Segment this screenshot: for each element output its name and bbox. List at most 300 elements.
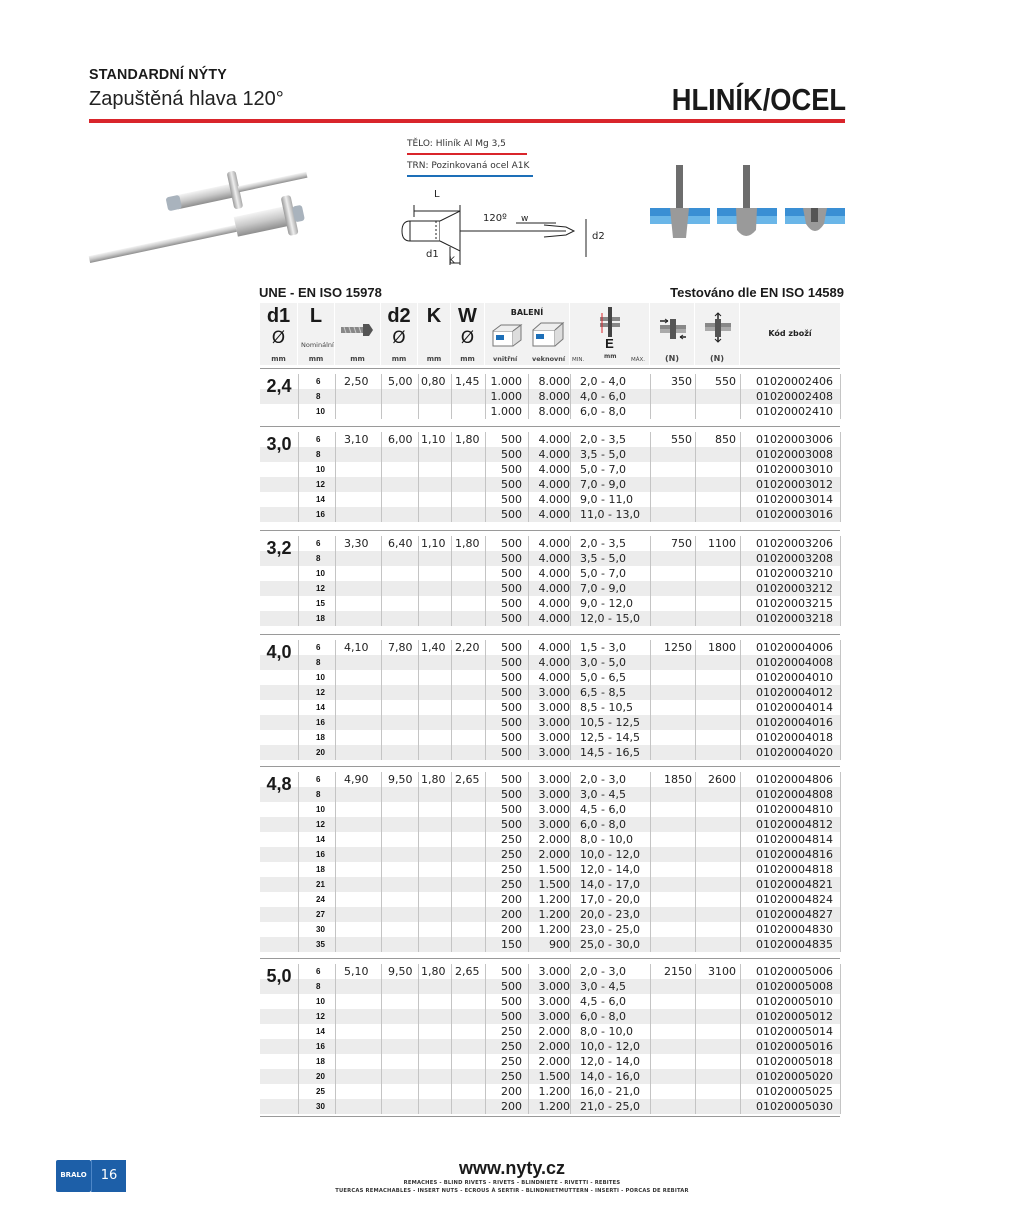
length-cell: 20 (316, 748, 325, 757)
inner-pack-cell: 500 (501, 818, 522, 831)
grip-range-cell: 3,0 - 5,0 (580, 656, 626, 669)
head-diameter-cell: 6,40 (388, 537, 413, 550)
length-cell: 10 (316, 407, 325, 416)
length-cell: 25 (316, 1087, 325, 1096)
material-title: HLINÍK/OCEL (671, 82, 846, 117)
inner-pack-cell: 500 (501, 463, 522, 476)
outer-pack-cell: 1.200 (538, 908, 570, 921)
length-cell: 10 (316, 997, 325, 1006)
inner-pack-cell: 1.000 (490, 405, 522, 418)
diameter-group (260, 772, 840, 952)
table-row (260, 1069, 840, 1084)
outer-pack-cell: 1.500 (538, 878, 570, 891)
table-row (260, 596, 840, 611)
grip-range-icon (598, 305, 622, 339)
table-row (260, 374, 840, 389)
inner-pack-cell: 250 (501, 1055, 522, 1068)
product-code-cell: 01020005012 (756, 1010, 833, 1023)
product-code-cell: 01020003215 (756, 597, 833, 610)
product-code-cell: 01020003208 (756, 552, 833, 565)
grip-range-cell: 3,0 - 4,5 (580, 980, 626, 993)
inner-pack-cell: 500 (501, 493, 522, 506)
grip-range-cell: 4,5 - 6,0 (580, 995, 626, 1008)
d2-cell: 4,10 (344, 641, 369, 654)
grip-range-cell: 17,0 - 20,0 (580, 893, 640, 906)
outer-pack-cell: 3.000 (538, 965, 570, 978)
column-divider (451, 536, 452, 626)
column-divider (695, 374, 696, 419)
table-row (260, 832, 840, 847)
d2-cell: 2,50 (344, 375, 369, 388)
product-code-cell: 01020004008 (756, 656, 833, 669)
standard-label: UNE - EN ISO 15978 (259, 285, 382, 300)
grip-range-cell: 12,0 - 14,0 (580, 1055, 640, 1068)
head-diameter-cell: 7,80 (388, 641, 413, 654)
outer-pack-cell: 1.200 (538, 1100, 570, 1113)
length-cell: 6 (316, 377, 321, 386)
column-divider (528, 964, 529, 1114)
column-divider (528, 536, 529, 626)
grip-range-cell: 12,0 - 14,0 (580, 863, 640, 876)
inner-pack-cell: 500 (501, 965, 522, 978)
inner-pack-cell: 500 (501, 433, 522, 446)
w-cell: 2,65 (455, 773, 480, 786)
outer-pack-cell: 4.000 (538, 493, 570, 506)
group-separator (260, 766, 840, 767)
outer-pack-cell: 8.000 (538, 405, 570, 418)
body-spec-rule (407, 153, 527, 155)
grip-range-cell: 6,5 - 8,5 (580, 686, 626, 699)
length-cell: 18 (316, 865, 325, 874)
product-code-cell: 01020004824 (756, 893, 833, 906)
w-cell: 1,45 (455, 375, 480, 388)
inner-pack-cell: 500 (501, 448, 522, 461)
table-row (260, 700, 840, 715)
tensile-cell: 1100 (708, 537, 736, 550)
column-divider (335, 964, 336, 1114)
column-divider (528, 640, 529, 760)
table-row (260, 477, 840, 492)
grip-range-cell: 5,0 - 6,5 (580, 671, 626, 684)
column-divider (740, 772, 741, 952)
grip-range-cell: 4,5 - 6,0 (580, 803, 626, 816)
outer-pack-cell: 4.000 (538, 552, 570, 565)
column-divider (485, 374, 486, 419)
table-row (260, 787, 840, 802)
product-code-cell: 01020004014 (756, 701, 833, 714)
length-cell: 18 (316, 1057, 325, 1066)
grip-range-cell: 5,0 - 7,0 (580, 463, 626, 476)
outer-pack-cell: 3.000 (538, 1010, 570, 1023)
tensile-cell: 2600 (708, 773, 736, 786)
grip-range-cell: 9,0 - 12,0 (580, 597, 633, 610)
grip-range-cell: 12,0 - 15,0 (580, 612, 640, 625)
outer-pack-cell: 2.000 (538, 848, 570, 861)
table-row (260, 462, 840, 477)
length-cell: 16 (316, 1042, 325, 1051)
table-row (260, 979, 840, 994)
inner-pack-cell: 500 (501, 537, 522, 550)
grip-range-cell: 14,5 - 16,5 (580, 746, 640, 759)
grip-range-cell: 16,0 - 21,0 (580, 1085, 640, 1098)
table-row (260, 581, 840, 596)
rivet-icon (341, 323, 375, 337)
product-code-cell: 01020004806 (756, 773, 833, 786)
grip-range-cell: 2,0 - 3,5 (580, 537, 626, 550)
column-divider (695, 536, 696, 626)
length-cell: 6 (316, 539, 321, 548)
length-cell: 12 (316, 820, 325, 829)
table-row (260, 715, 840, 730)
product-code-cell: 01020004016 (756, 716, 833, 729)
length-cell: 18 (316, 614, 325, 623)
inner-pack-cell: 250 (501, 1040, 522, 1053)
shear-test-icon (658, 315, 688, 343)
product-code-cell: 01020004814 (756, 833, 833, 846)
column-divider (418, 432, 419, 522)
length-cell: 6 (316, 775, 321, 784)
column-divider (335, 432, 336, 522)
column-divider (740, 432, 741, 522)
length-cell: 30 (316, 1102, 325, 1111)
column-divider (570, 772, 571, 952)
outer-pack-cell: 3.000 (538, 995, 570, 1008)
column-divider (418, 374, 419, 419)
column-divider (570, 640, 571, 760)
product-code-cell: 01020005025 (756, 1085, 833, 1098)
column-divider (418, 772, 419, 952)
outer-pack-cell: 3.000 (538, 701, 570, 714)
grip-range-cell: 21,0 - 25,0 (580, 1100, 640, 1113)
table-row (260, 877, 840, 892)
shear-cell: 550 (671, 433, 692, 446)
outer-pack-cell: 1.500 (538, 863, 570, 876)
inner-pack-cell: 500 (501, 478, 522, 491)
length-cell: 10 (316, 805, 325, 814)
inner-pack-cell: 150 (501, 938, 522, 951)
table-row (260, 892, 840, 907)
grip-range-cell: 2,0 - 3,0 (580, 773, 626, 786)
k-cell: 0,80 (421, 375, 446, 388)
table-row (260, 745, 840, 760)
product-code-cell: 01020005010 (756, 995, 833, 1008)
outer-pack-cell: 8.000 (538, 375, 570, 388)
length-cell: 30 (316, 925, 325, 934)
d1-cell: 3,2 (266, 538, 292, 558)
product-code-cell: 01020004012 (756, 686, 833, 699)
grip-range-cell: 14,0 - 16,0 (580, 1070, 640, 1083)
grip-range-cell: 5,0 - 7,0 (580, 567, 626, 580)
group-separator (260, 530, 840, 531)
grip-range-cell: 4,0 - 6,0 (580, 390, 626, 403)
column-divider (695, 964, 696, 1114)
outer-pack-cell: 4.000 (538, 612, 570, 625)
grip-range-cell: 14,0 - 17,0 (580, 878, 640, 891)
mandrel-spec-rule (407, 175, 533, 177)
product-code-cell: 01020004810 (756, 803, 833, 816)
outer-pack-cell: 3.000 (538, 818, 570, 831)
product-code-cell: 01020004818 (756, 863, 833, 876)
column-divider (335, 640, 336, 760)
column-divider (298, 536, 299, 626)
product-code-cell: 01020004808 (756, 788, 833, 801)
tensile-cell: 1800 (708, 641, 736, 654)
footer-products-line-1: REMACHES - BLIND RIVETS - RIVETS - BLINDNIETE - RIVETTI - REBITES (403, 1180, 621, 1186)
grip-range-cell: 2,0 - 3,5 (580, 433, 626, 446)
inner-pack-cell: 200 (501, 908, 522, 921)
header-packaging: BALENÍ vnitřní veknovní (485, 303, 570, 365)
grip-range-cell: 23,0 - 25,0 (580, 923, 640, 936)
w-cell: 1,80 (455, 433, 480, 446)
d1-cell: 2,4 (266, 376, 292, 396)
length-cell: 10 (316, 673, 325, 682)
head-diameter-cell: 6,00 (388, 433, 413, 446)
grip-range-cell: 1,5 - 3,0 (580, 641, 626, 654)
inner-pack-cell: 500 (501, 612, 522, 625)
d1-cell: 4,0 (266, 642, 292, 662)
inner-pack-cell: 500 (501, 803, 522, 816)
d2-cell: 4,90 (344, 773, 369, 786)
inner-pack-cell: 1.000 (490, 390, 522, 403)
column-divider (451, 374, 452, 419)
table-row (260, 922, 840, 937)
table-row (260, 432, 840, 447)
table-row (260, 536, 840, 551)
table-row (260, 1084, 840, 1099)
grip-range-cell: 20,0 - 23,0 (580, 908, 640, 921)
length-cell: 35 (316, 940, 325, 949)
length-cell: 12 (316, 480, 325, 489)
diameter-group (260, 432, 840, 522)
tensile-cell: 850 (715, 433, 736, 446)
column-divider (695, 432, 696, 522)
table-row (260, 847, 840, 862)
inner-pack-cell: 500 (501, 716, 522, 729)
length-cell: 15 (316, 599, 325, 608)
outer-pack-cell: 900 (549, 938, 570, 951)
rivet-section-views (650, 160, 845, 260)
d2-cell: 3,10 (344, 433, 369, 446)
outer-pack-cell: 4.000 (538, 478, 570, 491)
d1-cell: 5,0 (266, 966, 292, 986)
length-cell: 8 (316, 554, 321, 563)
column-divider (695, 772, 696, 952)
header-rivet-image: mm (335, 303, 381, 365)
length-cell: 12 (316, 688, 325, 697)
product-code-cell: 01020005030 (756, 1100, 833, 1113)
grip-range-cell: 6,0 - 8,0 (580, 818, 626, 831)
length-cell: 8 (316, 392, 321, 401)
grip-range-cell: 2,0 - 4,0 (580, 375, 626, 388)
length-cell: 8 (316, 790, 321, 799)
length-cell: 18 (316, 733, 325, 742)
column-divider (451, 640, 452, 760)
table-row (260, 640, 840, 655)
inner-pack-cell: 500 (501, 656, 522, 669)
product-code-cell: 01020005020 (756, 1070, 833, 1083)
column-divider (485, 640, 486, 760)
k-cell: 1,40 (421, 641, 446, 654)
product-code-cell: 01020002408 (756, 390, 833, 403)
rivet-dimension-drawing (396, 183, 616, 273)
product-code-cell: 01020003006 (756, 433, 833, 446)
diameter-group (260, 964, 840, 1114)
length-cell: 24 (316, 895, 325, 904)
grip-range-cell: 8,0 - 10,0 (580, 1025, 633, 1038)
length-cell: 20 (316, 1072, 325, 1081)
table-row (260, 772, 840, 787)
outer-pack-cell: 1.500 (538, 1070, 570, 1083)
table-row (260, 447, 840, 462)
column-divider (528, 772, 529, 952)
product-code-cell: 01020004020 (756, 746, 833, 759)
table-row (260, 937, 840, 952)
product-code-cell: 01020003210 (756, 567, 833, 580)
product-code-cell: 01020004830 (756, 923, 833, 936)
table-row (260, 1024, 840, 1039)
product-code-cell: 01020003206 (756, 537, 833, 550)
table-row (260, 994, 840, 1009)
grip-range-cell: 7,0 - 9,0 (580, 478, 626, 491)
body-material-spec: TĚLO: Hliník Al Mg 3,5 (407, 139, 506, 149)
table-row (260, 1099, 840, 1114)
inner-pack-cell: 500 (501, 1010, 522, 1023)
column-divider (695, 640, 696, 760)
product-code-cell: 01020003008 (756, 448, 833, 461)
outer-pack-cell: 2.000 (538, 1055, 570, 1068)
grip-range-cell: 3,5 - 5,0 (580, 448, 626, 461)
grip-range-cell: 8,0 - 10,0 (580, 833, 633, 846)
outer-pack-cell: 4.000 (538, 508, 570, 521)
column-divider (528, 432, 529, 522)
length-cell: 21 (316, 880, 325, 889)
length-cell: 14 (316, 1027, 325, 1036)
outer-pack-cell: 3.000 (538, 731, 570, 744)
column-divider (485, 536, 486, 626)
outer-pack-cell: 1.200 (538, 1085, 570, 1098)
header-l: L Nominální mm (298, 303, 335, 365)
drawing-label-l: L (434, 189, 440, 200)
column-divider (298, 432, 299, 522)
table-row (260, 907, 840, 922)
length-cell: 10 (316, 569, 325, 578)
d2-cell: 5,10 (344, 965, 369, 978)
outer-pack-cell: 1.200 (538, 923, 570, 936)
outer-pack-cell: 3.000 (538, 746, 570, 759)
table-row (260, 1039, 840, 1054)
drawing-label-d2: d2 (592, 231, 605, 242)
column-divider (381, 374, 382, 419)
outer-pack-cell: 3.000 (538, 716, 570, 729)
length-cell: 6 (316, 435, 321, 444)
inner-pack-cell: 250 (501, 863, 522, 876)
column-divider (840, 964, 841, 1114)
product-code-cell: 01020005016 (756, 1040, 833, 1053)
product-code-cell: 01020004835 (756, 938, 833, 951)
page-subtitle: Zapuštěná hlava 120° (89, 88, 284, 110)
length-cell: 8 (316, 982, 321, 991)
grip-range-cell: 8,5 - 10,5 (580, 701, 633, 714)
length-cell: 16 (316, 850, 325, 859)
k-cell: 1,80 (421, 965, 446, 978)
title-rule (89, 119, 845, 123)
column-divider (381, 432, 382, 522)
group-separator (260, 634, 840, 635)
category-title: STANDARDNÍ NÝTY (89, 66, 227, 83)
outer-pack-cell: 1.200 (538, 893, 570, 906)
inner-pack-cell: 200 (501, 923, 522, 936)
column-divider (570, 536, 571, 626)
w-cell: 1,80 (455, 537, 480, 550)
product-code-cell: 01020004827 (756, 908, 833, 921)
inner-pack-cell: 500 (501, 582, 522, 595)
column-divider (840, 772, 841, 952)
column-divider (298, 772, 299, 952)
grip-range-cell: 6,0 - 8,0 (580, 405, 626, 418)
column-divider (451, 964, 452, 1114)
column-divider (650, 964, 651, 1114)
website-url[interactable]: www.nyty.cz (458, 1158, 566, 1178)
group-separator (260, 426, 840, 427)
table-row (260, 566, 840, 581)
outer-pack-cell: 4.000 (538, 463, 570, 476)
column-divider (485, 772, 486, 952)
length-cell: 16 (316, 510, 325, 519)
inner-pack-cell: 500 (501, 567, 522, 580)
outer-pack-cell: 4.000 (538, 582, 570, 595)
column-divider (840, 432, 841, 522)
outer-pack-cell: 2.000 (538, 833, 570, 846)
length-cell: 27 (316, 910, 325, 919)
page-number: 16 (91, 1160, 126, 1192)
product-code-cell: 01020004812 (756, 818, 833, 831)
product-code-cell: 01020002406 (756, 375, 833, 388)
outer-pack-cell: 4.000 (538, 448, 570, 461)
column-divider (650, 772, 651, 952)
outer-pack-cell: 4.000 (538, 537, 570, 550)
table-row (260, 389, 840, 404)
rivet-photo (82, 130, 337, 270)
column-divider (650, 374, 651, 419)
inner-pack-cell: 500 (501, 995, 522, 1008)
table-row (260, 492, 840, 507)
product-code-cell: 01020004006 (756, 641, 833, 654)
bralo-logo: BRALO (56, 1160, 91, 1192)
length-cell: 8 (316, 450, 321, 459)
k-cell: 1,10 (421, 537, 446, 550)
column-divider (335, 536, 336, 626)
table-row (260, 862, 840, 877)
product-code-cell: 01020003212 (756, 582, 833, 595)
d2-cell: 3,30 (344, 537, 369, 550)
header-grip-range: E MIN. mm MÁX. (570, 303, 650, 365)
outer-pack-cell: 4.000 (538, 671, 570, 684)
tensile-cell: 550 (715, 375, 736, 388)
inner-pack-cell: 500 (501, 597, 522, 610)
outer-pack-cell: 2.000 (538, 1025, 570, 1038)
product-code-cell: 01020002410 (756, 405, 833, 418)
table-row (260, 611, 840, 626)
column-divider (485, 432, 486, 522)
table-row (260, 817, 840, 832)
column-divider (298, 374, 299, 419)
grip-range-cell: 3,5 - 5,0 (580, 552, 626, 565)
drawing-label-angle: 120º (483, 213, 507, 224)
product-code-cell: 01020005006 (756, 965, 833, 978)
product-code-cell: 01020003218 (756, 612, 833, 625)
column-divider (740, 964, 741, 1114)
w-cell: 2,20 (455, 641, 480, 654)
